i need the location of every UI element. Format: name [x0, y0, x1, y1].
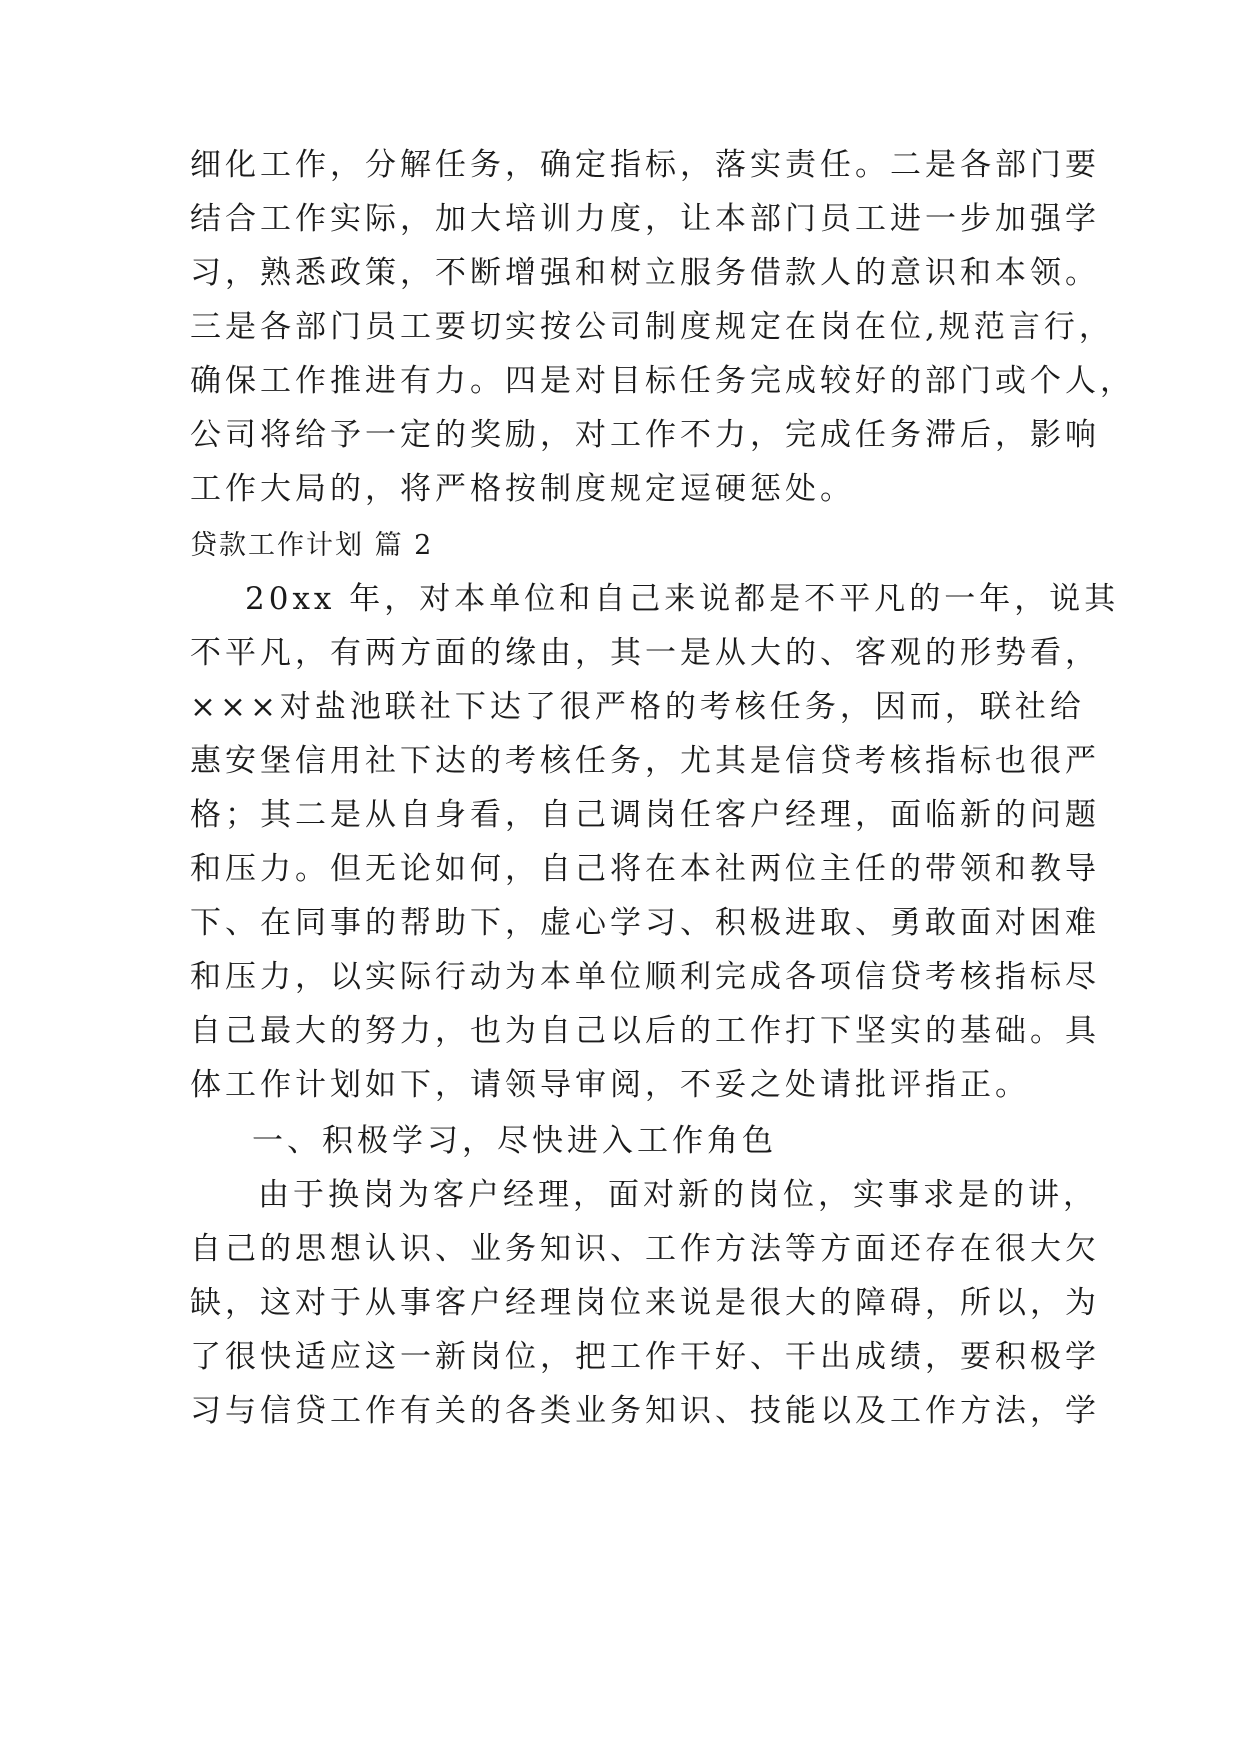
paragraph-line: 三是各部门员工要切实按公司制度规定在岗在位,规范言行，	[190, 309, 1114, 345]
paragraph-line: 惠安堡信用社下达的考核任务，尤其是信贷考核指标也很严	[190, 743, 1100, 779]
paragraph-line: 习，熟悉政策，不断增强和树立服务借款人的意识和本领。	[190, 255, 1100, 291]
paragraph-line: 20xx 年，对本单位和自己来说都是不平凡的一年，说其	[245, 581, 1120, 617]
paragraph-line: 结合工作实际，加大培训力度，让本部门员工进一步加强学	[190, 201, 1100, 237]
paragraph-line: 格；其二是从自身看，自己调岗任客户经理，面临新的问题	[190, 797, 1100, 833]
paragraph-line: 细化工作，分解任务，确定指标，落实责任。二是各部门要	[190, 147, 1100, 183]
paragraph-line: 不平凡，有两方面的缘由，其一是从大的、客观的形势看，	[190, 635, 1100, 671]
paragraph-line: 确保工作推进有力。四是对目标任务完成较好的部门或个人，	[190, 363, 1135, 399]
paragraph-line: 下、在同事的帮助下，虚心学习、积极进取、勇敢面对困难	[190, 905, 1100, 941]
paragraph-line: 体工作计划如下，请领导审阅，不妥之处请批评指正。	[190, 1067, 1030, 1103]
section-title: 贷款工作计划 篇 2	[190, 530, 434, 561]
paragraph-line: 自己的思想认识、业务知识、工作方法等方面还存在很大欠	[190, 1231, 1100, 1267]
paragraph-line: 习与信贷工作有关的各类业务知识、技能以及工作方法，学	[190, 1393, 1100, 1429]
paragraph-line: 自己最大的努力，也为自己以后的工作打下坚实的基础。具	[190, 1013, 1100, 1049]
paragraph-line: ×××对盐池联社下达了很严格的考核任务，因而，联社给	[190, 689, 1085, 725]
paragraph-line: 由于换岗为客户经理，面对新的岗位，实事求是的讲，	[258, 1177, 1098, 1213]
paragraph-line: 公司将给予一定的奖励，对工作不力，完成任务滞后，影响	[190, 417, 1100, 453]
subheading: 一、积极学习，尽快进入工作角色	[252, 1123, 777, 1159]
paragraph-line: 缺，这对于从事客户经理岗位来说是很大的障碍，所以，为	[190, 1285, 1100, 1321]
paragraph-line: 和压力，以实际行动为本单位顺利完成各项信贷考核指标尽	[190, 959, 1100, 995]
paragraph-line: 工作大局的，将严格按制度规定逗硬惩处。	[190, 471, 855, 507]
paragraph-line: 了很快适应这一新岗位，把工作干好、干出成绩，要积极学	[190, 1339, 1100, 1375]
paragraph-line: 和压力。但无论如何，自己将在本社两位主任的带领和教导	[190, 851, 1100, 887]
